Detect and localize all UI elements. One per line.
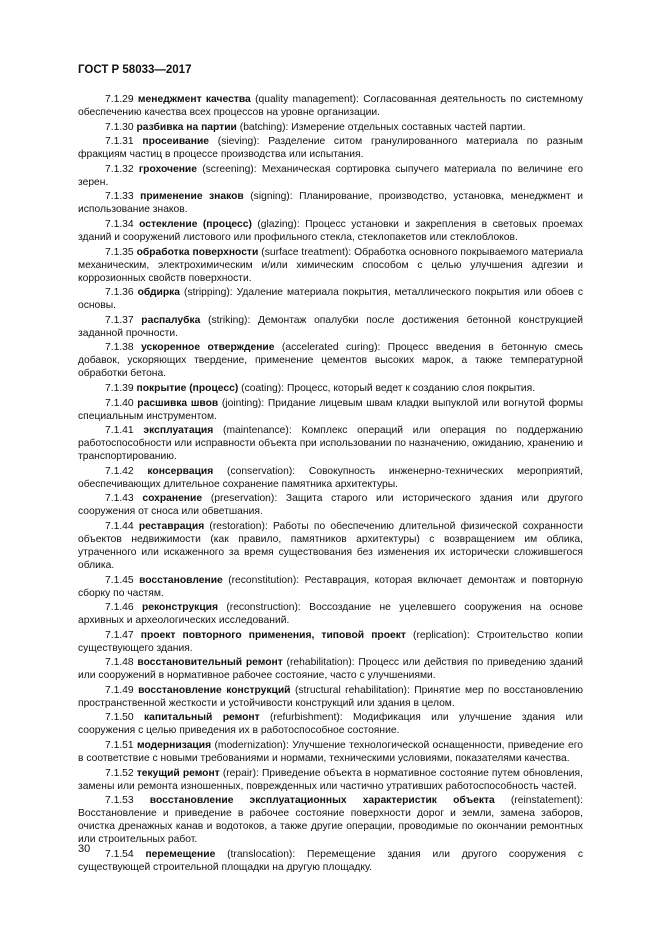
entry-english: (stripping): [184,287,233,299]
term-entry [78,684,583,710]
entry-number: 7.1.50 [105,712,134,724]
entry-english: (striking): [208,314,251,326]
entry-term: сохранение [142,493,203,505]
entry-term: проект повторного применения, типовой проект [140,629,406,641]
entry-number: 7.1.31 [105,136,134,148]
entry-english: (replication): [413,629,470,641]
entry-term: ускоренное отверждение [141,342,275,354]
page-number: 30 [78,843,91,855]
term-entry [78,601,583,627]
entry-english: (surface treatment): [261,246,352,258]
entry-english: (reconstitution): [228,574,300,586]
term-entry [78,424,583,463]
entry-number: 7.1.33 [105,191,134,203]
entry-english: (glazing): [257,218,300,230]
entry-english: (accelerated curing): [281,342,381,354]
entry-term: остекление (процесс) [139,218,252,230]
entry-number: 7.1.51 [105,740,134,752]
entry-term: восстановление конструкций [138,684,291,696]
term-entry [78,767,583,793]
entry-definition: Планирование, производство, установка, менеджмент и использование знаков. [78,191,583,216]
term-entry [78,629,583,655]
entry-definition: Защита старого или исторического здания или другого сооружения от сноса или обветшания. [78,493,583,518]
entry-number: 7.1.44 [105,520,134,532]
entry-definition: Удаление материала покрытия, металлического покрытия или обоев с основы. [78,287,583,312]
entry-term: просеивание [142,136,210,148]
term-entry [78,246,583,285]
entry-definition: Перемещение здания или другого сооружения с существующей строительной площадки на другую площадку. [78,848,583,873]
entry-definition: Строительство копии существующего здания. [78,629,583,654]
entry-term: модернизация [136,740,212,752]
entry-term: капитальный ремонт [143,712,260,724]
entry-number: 7.1.48 [105,657,134,669]
entry-definition: Придание лицевым швам кладки выпуклой или вогнутой формы специальным инструментом. [78,397,583,422]
entry-definition: Процесс или действия по приведению зданий или сооружений в нормативное рабочее состояние, часто с улучшениями. [78,657,583,682]
entry-definition: Разделение ситом гранулированного материала по разным фракциям частиц в процессе производства или испытания. [78,136,583,161]
term-entry [78,163,583,189]
term-entry [78,848,583,874]
entry-definition: Восстановление и приведение в рабочее состояние поверхности дорог и земли, замена заборов, очистка дренажных канав и водотоков, а также другие операции, проводимые по окончании ремонтных или строительных работ. [78,808,583,846]
entry-number: 7.1.41 [105,425,134,437]
entry-english: (screening): [202,163,257,175]
entry-definition: Процесс установки и закрепления в световых проемах зданий и сооружений листового или профильного стекла, стеклопакетов или стеклоблоков. [78,218,583,243]
entry-english: (reinstatement): [510,795,583,807]
entry-term: обдирка [137,287,181,299]
entry-english: (modernization): [214,740,289,752]
entry-definition: Обработка основного покрываемого материала механическим, электрохимическим и/или химическим способом с целью улучшения адгезии и коррозионных свойств поверхности. [78,246,583,284]
entry-number: 7.1.30 [105,121,134,133]
entry-english: (rehabilitation): [286,657,355,669]
entry-english: (sieving): [217,136,260,148]
entry-definition: Механическая сортировка сыпучего материала по величине его зерен. [78,163,583,188]
term-entry [78,465,583,491]
entry-term: эксплуатация [143,425,214,437]
entry-term: восстановление эксплуатационных характеристик объекта [149,795,495,807]
entry-definition: Модификация или улучшение здания или сооружения с целью приведения их в работоспособное состояние. [78,712,583,737]
entry-english: (preservation): [210,493,278,505]
entry-english: (jointing): [221,397,265,409]
entry-number: 7.1.36 [105,287,134,299]
entry-definition: Совокупность инженерно-технических мероприятий, обеспечивающих длительное сохранение памятника архитектуры. [78,465,583,490]
entry-number: 7.1.52 [105,767,134,779]
entry-number: 7.1.53 [105,795,134,807]
entry-definition: Процесс введения в бетонную смесь добавок, ускоряющих твердение, применение цементов высоких марок, а также температурной обработки бетона. [78,342,583,380]
entry-term: восстановление [139,574,223,586]
entry-term: покрытие (процесс) [136,382,239,394]
entry-term: реставрация [138,520,205,532]
entry-term: восстановительный ремонт [137,657,283,669]
entry-number: 7.1.54 [105,848,134,860]
term-entry [78,218,583,244]
term-entry [78,520,583,572]
entry-term: распалубка [141,314,201,326]
entry-term: текущий ремонт [136,767,220,779]
entry-english: (coating): [241,382,285,394]
entry-term: перемещение [145,848,216,860]
entry-english: (restoration): [209,520,268,532]
term-entry [78,135,583,161]
entry-english: (maintenance): [223,425,292,437]
entry-number: 7.1.32 [105,163,134,175]
entry-term: расшивка швов [137,397,219,409]
entry-definition: Процесс, который ведет к созданию слоя покрытия. [286,382,536,394]
term-entry [78,711,583,737]
term-entry [78,397,583,423]
term-entry [78,93,583,119]
term-entry [78,382,583,395]
entry-number: 7.1.29 [105,94,134,105]
entry-english: (batching): [239,121,289,133]
entry-term: разбивка на партии [136,121,237,133]
term-entry [78,121,583,134]
entry-definition: Реставрация, которая включает демонтаж и повторную сборку по частям. [78,574,583,599]
entry-english: (quality management): [255,94,359,105]
entry-english: (signing): [250,191,293,203]
entry-english: (structural rehabilitation): [294,684,410,696]
entry-english: (repair): [222,767,259,779]
entry-number: 7.1.39 [105,382,134,394]
term-entry [78,341,583,380]
entry-english: (conservation): [227,465,296,477]
entry-english: (refurbishment): [269,712,343,724]
entry-number: 7.1.43 [105,493,134,505]
entry-term: консервация [147,465,214,477]
entry-definition: Комплекс операций или операция по поддержанию работоспособности или исправности объекта при использовании по назначению, ожиданию, хранению и транспортированию. [78,425,583,463]
term-entry [78,794,583,846]
entry-number: 7.1.42 [105,465,134,477]
term-entry [78,739,583,765]
entry-english: (translocation): [227,848,296,860]
entry-definition: Демонтаж опалубки после достижения бетонной конструкцией заданной прочности. [78,314,583,339]
entry-number: 7.1.45 [105,574,134,586]
entry-definition: Работы по обеспечению длительной физической сохранности объектов недвижимости (как правило, памятников архитектуры) с возвращением им облика, утраченного или искаженного за время существования без изменения их исторически сложившегося облика. [78,520,583,571]
entry-number: 7.1.46 [105,602,134,614]
entry-english: (reconstruction): [226,602,301,614]
entry-number: 7.1.35 [105,246,134,258]
entry-number: 7.1.38 [105,342,134,354]
term-entry [78,286,583,312]
entry-number: 7.1.37 [105,314,134,326]
term-entry [78,574,583,600]
entry-number: 7.1.40 [105,397,134,409]
entry-definition: Воссоздание не уцелевшего сооружения на основе архивных и археологических исследований. [78,602,583,627]
entry-number: 7.1.49 [105,684,134,696]
entry-number: 7.1.34 [105,218,134,230]
document-header: ГОСТ Р 58033—2017 [78,64,192,76]
entry-term: обработка поверхности [136,246,259,258]
term-entry [78,314,583,340]
entry-term: грохочение [138,163,197,175]
entry-term: реконструкция [141,602,218,614]
term-entry [78,190,583,216]
entry-term: применение знаков [140,191,244,203]
entry-number: 7.1.47 [105,629,134,641]
terms-list [78,93,583,875]
entry-definition: Измерение отдельных составных частей партии. [291,121,526,133]
entry-definition: Согласованная деятельность по системному обеспечению качества всех процессов на уровне организации. [78,94,583,118]
entry-term: менеджмент качества [137,94,251,105]
entry-definition: Принятие мер по восстановлению пространственной жесткости и устойчивости конструкций или здания в целом. [78,684,583,709]
term-entry [78,492,583,518]
entry-definition: Улучшение технологической оснащенности, приведение его в соответствие с новыми требованиями и нормами, техническими условиями, показателями качества. [78,740,583,765]
term-entry [78,656,583,682]
entry-definition: Приведение объекта в нормативное состояние путем обновления, замены или ремонта изношенных, поврежденных или частично утративших работоспособность частей. [78,767,583,792]
